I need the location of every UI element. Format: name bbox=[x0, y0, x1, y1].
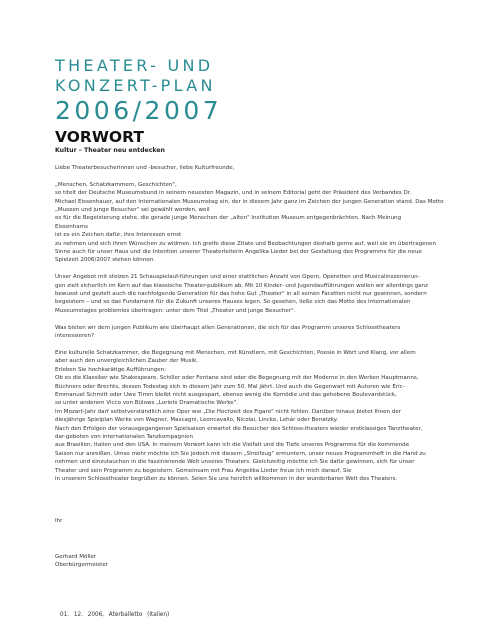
text-line: Büchners oder Brechts, dessen Todestag sich in diesem Jahr zum 50. Mal jährt. Und auch die Gegenwart mit Autoren wie Eric- bbox=[55, 383, 405, 390]
text-line: Eine kulturelle Schatzkammer, die Begegnung mit Menschen, mit Künstlern, mit Geschichten, Poesie in Wort und Klang, vor allem bbox=[55, 349, 416, 356]
text-line: Ob es die Klassiker wie Shakespeare, Schiller oder Fontane sind oder die Begegnung mit der Moderne in den Werken Hauptmanns, bbox=[55, 375, 419, 382]
text-line: gen zielt sicherlich im Kern auf das klassische Theater-publikum ab. Mit 10 Kinder- und Jugendaufführungen wollen wir allerdings ganz bbox=[55, 282, 429, 289]
greeting-line: Liebe Theaterbesucherinnen und -besucher, liebe Kulturfreunde, bbox=[55, 165, 235, 171]
text-line: Nach den Erfolgen der vorausgegangenen Spielsaison erwartet die Besucher des Schloss-theaters wieder erstklassiges Tanztheater, bbox=[55, 425, 423, 432]
text-line: Sinne auch für unser Haus und die Intention unserer Theaterleiterin Angelika Lieder bei der Gestaltung des Programms für die neue bbox=[55, 249, 422, 256]
heading-line-1: THEATER- UND bbox=[55, 56, 214, 75]
text-line: Michael Eissenhauer, auf den Internationalen Museumstag ein, der in diesem Jahr ganz im Zeichen der jungen Generation stand. Das Motto bbox=[55, 198, 444, 205]
section-title: VORWORT bbox=[55, 128, 144, 146]
text-line: Saison nur anreißen. Umso mehr möchte ich Sie jedoch mit diesem „Streifzug" ermuntern, unser neues Programmheft in die Hand zu bbox=[55, 450, 426, 457]
text-line: so unter anderem Vicco von Bülows „Loriots Dramatische Werke". bbox=[55, 400, 238, 407]
text-line: „Menschen, Schatzkammern, Geschichten", bbox=[55, 181, 177, 188]
text-line: Was bieten wir dem jungen Publikum wie überhaupt allen Generationen, die sich für das Programm unseres Schlosstheaters bbox=[55, 324, 401, 331]
signatory-title: Oberbürgermeister bbox=[55, 562, 109, 569]
text-line: Erleben Sie hochkarätige Aufführungen: bbox=[55, 366, 167, 373]
footer-text: 12. 2006, Aterballetto (Italien) bbox=[73, 612, 170, 618]
paragraph-2 bbox=[55, 273, 445, 315]
text-line: es für die Begeisterung stehe, die gerade junge Menschen der „alten" Institution Museum entgegenbrächten. Nach Meinung bbox=[55, 215, 402, 222]
text-line: Im Mozart-Jahr darf selbstverständlich eine Oper wie „Die Hochzeit des Figaro" nicht fehlen. Darüber hinaus bietet Ihnen der bbox=[55, 408, 402, 415]
text-line: aus Brasilien, Italien und den USA. In meinem Vorwort kann ich die Vielfalt und die Tiefe unseres Programms für die kommende bbox=[55, 442, 410, 449]
text-line: Emmanuel Schmitt oder Uwe Timm bleibt nicht ausgespart, ebenso wenig die Komödie und das gehobene Boulevardstück, bbox=[55, 391, 397, 398]
signatory-name: Gerhard Möller bbox=[55, 553, 97, 560]
text-line: zu nehmen und sich ihren Wünschen zu widmen. Ich greife diese Zitate und Beobachtungen deshalb gerne auf, weil sie im übertragenen bbox=[55, 240, 437, 247]
text-line: in unserem Schlosstheater begrüßen zu können. Seien Sie uns herzlich willkommen in der wunderbaren Welt des Theaters. bbox=[55, 475, 398, 482]
paragraph-3 bbox=[55, 324, 445, 341]
text-line: so titelt der Deutsche Museumsbund in seinem neuesten Magazin, und in seinem Editorial geht der Präsident des Verbandes Dr. bbox=[55, 190, 412, 197]
text-line: interessieren? bbox=[55, 333, 94, 340]
paragraph-1 bbox=[55, 181, 445, 265]
closing-text: Ihr bbox=[55, 518, 63, 525]
text-line: Spielzeit 2006/2007 stehen können. bbox=[55, 257, 156, 264]
paragraph-4 bbox=[55, 349, 445, 484]
section-subtitle: Kultur – Theater neu entdecken bbox=[55, 147, 165, 154]
signature-block bbox=[55, 553, 445, 570]
text-line: Eissenhams bbox=[55, 223, 88, 230]
text-line: diesjährige Spielplan Werke von Wagner, Mascagni, Leoncavallo, Nicolai, Lincke, Lehár oder Benatzky. bbox=[55, 417, 338, 424]
text-line: bewusst und gezielt auch die nachfolgende Generation für das hohe Gut „Theater" in all seinen Facetten nicht nur gewinnen, sondern bbox=[55, 291, 427, 298]
text-line: Theater und sein Programm zu begeistern. Gemeinsam mit Frau Angelika Lieder freue ich mich darauf, Sie bbox=[55, 467, 352, 474]
footer-event-line bbox=[60, 612, 169, 618]
text-line: ist es ein Zeichen dafür, ihre Interessen ernst bbox=[55, 232, 182, 239]
heading-year: 2006/2007 bbox=[55, 96, 223, 125]
heading-line-2: KONZERT-PLAN bbox=[55, 76, 216, 95]
text-line: aber auch den unvergleichlichen Zauber der Musik. bbox=[55, 358, 199, 365]
text-line: Unser Angebot mit stolzen 21 Schauspielauf-führungen und einer stattlichen Anzahl von Opern, Operetten und Musicalinszenierun- bbox=[55, 274, 420, 281]
text-line: nehmen und einzutauchen in die faszinierende Welt unseres Theaters. Gleichzeitig möchte ich Sie dafür gewinnen, sich für unser bbox=[55, 459, 415, 466]
footer-number: 01. bbox=[60, 612, 70, 618]
text-line: „Museen und junge Besucher" sei gewählt worden, weil bbox=[55, 207, 210, 214]
text-line: dar-geboten von internationalen Tanzkompagnien bbox=[55, 433, 194, 440]
text-line: Museumstages problemlos übertragen: unter dem Titel „Theater und junge Besucher". bbox=[55, 307, 296, 314]
page-heading bbox=[55, 56, 455, 126]
letter-body bbox=[55, 164, 445, 570]
text-line: begeistern – und so das Fundament für die Zukunft unseres Hauses legen. So gesehen, ließe sich das Motto des Internationalen bbox=[55, 299, 411, 306]
